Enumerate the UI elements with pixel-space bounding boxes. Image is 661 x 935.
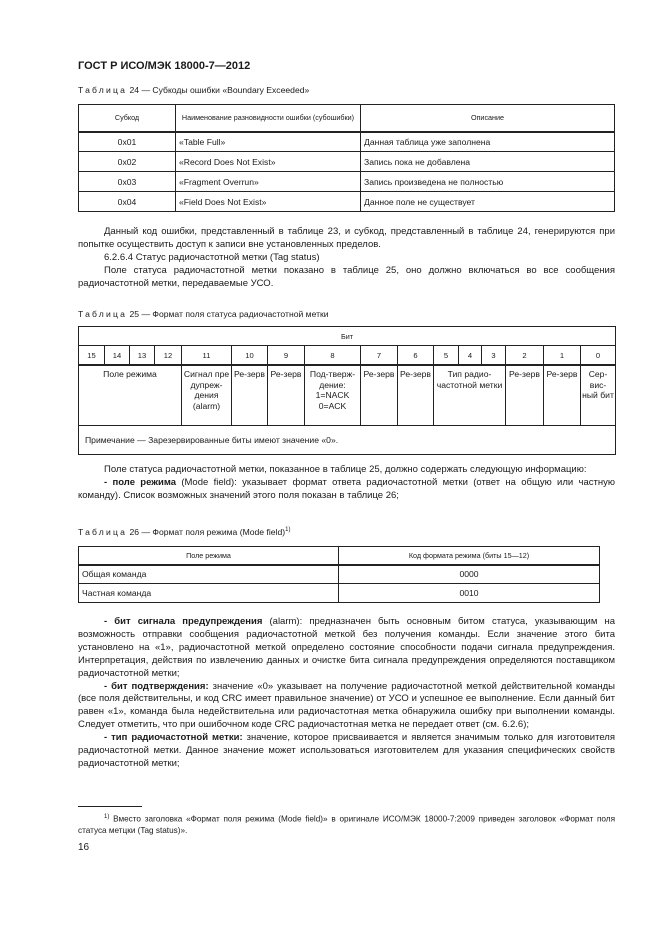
header-cell: Описание (361, 105, 615, 132)
header-cell: Субкод (79, 105, 176, 132)
bit-number: 0 (581, 346, 616, 366)
bullet-item (78, 732, 615, 771)
bullet-item (78, 681, 615, 733)
paragraph: Поле статуса радиочастотной метки, показанное в таблице 25, должно содержать следующую информацию: (104, 464, 587, 475)
cell: 0x04 (79, 192, 176, 212)
field-cell: Ре-зерв (361, 365, 398, 425)
body-text-3 (78, 616, 615, 771)
cell: Данная таблица уже заполнена (361, 132, 615, 152)
bit-number-row (79, 346, 616, 366)
bit-number: 9 (268, 346, 305, 366)
table-row (79, 584, 600, 603)
bit-number: 5 (434, 346, 459, 366)
footnote-divider (78, 806, 142, 807)
cell: Запись произведена не полностью (361, 172, 615, 192)
paragraph (78, 477, 615, 503)
bit-number: 10 (232, 346, 268, 366)
cell: Данное поле не существует (361, 192, 615, 212)
bit-number: 15 (79, 346, 105, 366)
bit-number: 4 (459, 346, 482, 366)
table-row (79, 565, 600, 584)
footnote-mark: 1) (104, 814, 110, 820)
cell: 0010 (339, 584, 600, 603)
caption-text: 26 — Формат поля режима (Mode field) (129, 527, 286, 537)
bit-number: 7 (361, 346, 398, 366)
term: - бит подтверждения: (104, 680, 209, 692)
table24-caption (78, 85, 309, 95)
caption-word: Таблица (78, 527, 128, 537)
bit-number: 12 (155, 346, 182, 366)
caption-text: 24 — Субкоды ошибки «Boundary Exceeded» (129, 85, 310, 95)
field-row (79, 365, 616, 425)
bit-number: 3 (482, 346, 506, 366)
term: - бит сигнала предупреждения (104, 616, 263, 627)
header-cell: Поле режима (79, 547, 339, 565)
bit-number: 14 (105, 346, 130, 366)
cell: «Fragment Overrun» (176, 172, 361, 192)
definition: значение, которое присваивается и является значимым только для изготовителя радиочастотной метки. Данное значение может использоваться изготовителем для указания специфических свойств радиочастотной метки; (78, 732, 615, 769)
field-cell: Ре-зерв (232, 365, 268, 425)
body-text-2 (78, 464, 615, 503)
table-26 (78, 546, 600, 603)
definition: (alarm): предназначен быть основным битом статуса, указывающим на возможность отправки сообщения радиочастотной меткой без получения команды. Если значение этого бита установлено на «1», радиочастотной меткой определено состояние способности подачи сигнала предупреждения. Интерпретация, действия по извлечению данных и очистке бита сигнала предупреждения определяются поставщиком радиочастотной метки; (78, 616, 615, 679)
bullet-item (78, 616, 615, 681)
footnote (78, 812, 615, 837)
bit-number: 2 (506, 346, 544, 366)
bit-number: 1 (544, 346, 581, 366)
bit-number: 8 (305, 346, 361, 366)
table-24 (78, 104, 615, 212)
cell: Общая команда (79, 565, 339, 584)
bit-header: Бит (79, 327, 616, 346)
caption-text: 25 — Формат поля статуса радиочастотной метки (129, 309, 329, 319)
table-25 (78, 326, 616, 455)
term: - поле режима (104, 476, 177, 488)
term: - тип радиочастотной метки: (104, 732, 243, 744)
caption-word: Таблица (78, 309, 128, 319)
cell: «Record Does Not Exist» (176, 152, 361, 172)
footnote-text: Вместо заголовка «Формат поля режима (Mode field)» в оригинале ИСО/МЭК 18000-7:2009 приведен заголовок «Формат поля статуса метцки (Tag status)». (78, 814, 615, 836)
field-cell: Сер-вис-ный бит (581, 365, 616, 425)
bit-number: 13 (130, 346, 155, 366)
paragraph: Данный код ошибки, представленный в таблице 23, и субкод, представленный в таблице 24, генерируются при попытке осуществить доступ к записи вне установленных пределов. (78, 226, 615, 250)
table-row (79, 192, 615, 212)
cell: 0000 (339, 565, 600, 584)
field-cell: Ре-зерв (506, 365, 544, 425)
footnote-mark: 1) (285, 527, 291, 534)
table-row (79, 172, 615, 192)
field-cell: Под-тверж-дение: 1=NACK 0=ACK (305, 365, 361, 425)
table25-caption (78, 309, 329, 319)
section-heading: 6.2.6.4 Статус радиочастотной метки (Tag status) (104, 251, 320, 263)
header-cell: Наименование разновидности ошибки (субошибки) (176, 105, 361, 132)
field-cell: Ре-зерв (544, 365, 581, 425)
field-cell: Ре-зерв (398, 365, 434, 425)
field-cell: Сигнал пре дупреж-дения (alarm) (182, 365, 232, 425)
paragraph: Поле статуса радиочастотной метки показано в таблице 25, оно должно включаться во все сообщения радиочастотной метки, передаваемые УСО. (78, 264, 615, 289)
definition: (Mode field): указывает формат ответа радиочастотной метки (ответ на общую или частную команду). Список возможных значений этого поля показан в таблице 26; (78, 476, 615, 501)
table26-caption (78, 527, 290, 537)
table-note: Примечание — Зарезервированные биты имеют значение «0». (79, 425, 616, 454)
cell: Частная команда (79, 584, 339, 603)
caption-word: Таблица (78, 85, 128, 95)
cell: 0x01 (79, 132, 176, 152)
table-row (79, 152, 615, 172)
bit-number: 11 (182, 346, 232, 366)
cell: Запись пока не добавлена (361, 152, 615, 172)
body-text-1 (78, 226, 615, 291)
cell: «Field Does Not Exist» (176, 192, 361, 212)
definition: значение «0» указывает на получение радиочастотной меткой действительной команды (все поля действительны, и код CRC имеет правильное значение) от УСО и успешное ее выполнение. Если данный бит равен «1», команда была недействительна или радиочастотная метка обнаружила ошибку при выполнении команды. Следует отметить, что при ошибочном коде CRC радиочастотная метка не передает ответ (см. 6.2.6); (78, 680, 615, 731)
cell: «Table Full» (176, 132, 361, 152)
bit-number: 6 (398, 346, 434, 366)
field-cell: Поле режима (79, 365, 182, 425)
header-cell: Код формата режима (биты 15—12) (339, 547, 600, 565)
cell: 0x03 (79, 172, 176, 192)
field-cell: Тип радио-частотной метки (434, 365, 506, 425)
document-header: ГОСТ Р ИСО/МЭК 18000-7—2012 (78, 60, 251, 72)
cell: 0x02 (79, 152, 176, 172)
table-row (79, 132, 615, 152)
field-cell: Ре-зерв (268, 365, 305, 425)
page-number: 16 (78, 842, 90, 853)
